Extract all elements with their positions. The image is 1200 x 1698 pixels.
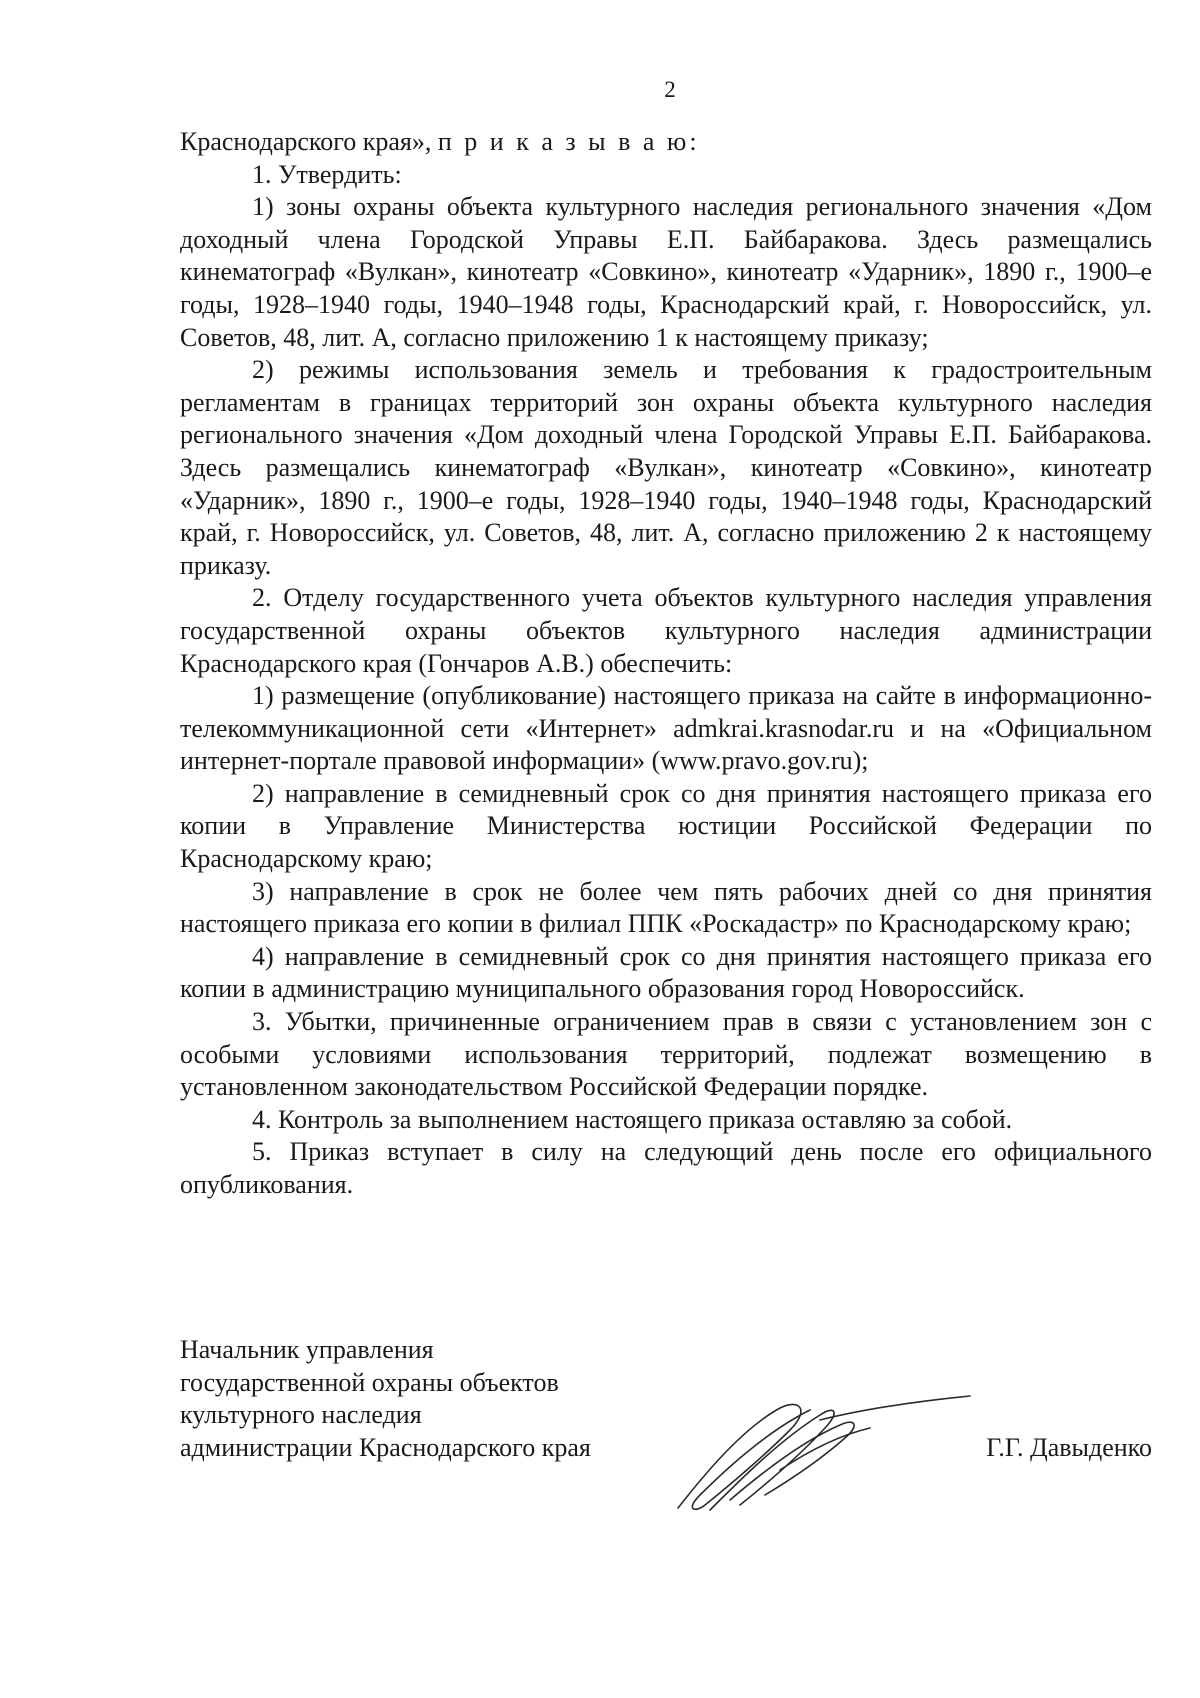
paragraph-municipality-copy: 4) направление в семидневный срок со дня принятия настоящего приказа его копии в администрацию муниципального образования город Новороссийск. (180, 941, 1152, 1004)
paragraph-land-use-regimes: 2) режимы использования земель и требования к градостроительным регламентам в границах территорий зон охраны объекта культурного наследия регионального значения «Дом доходный члена Городской Управы Е.П. Байбаракова. Здесь размещались кинематограф «Вулкан», кинотеатр «Совкино», кинотеатр «Ударник», 1890 г., 1900–е годы, 1928–1940 годы, 1940–1948 годы, Краснодарский край, г. Новороссийск, ул. Советов, 48, лит. А, согласно приложению 2 к настоящему приказу. (180, 355, 1152, 580)
handwritten-signature (670, 1380, 990, 1520)
paragraph-control: 4. Контроль за выполнением настоящего приказа оставляю за собой. (252, 1104, 1013, 1134)
signatory-title-line: администрации Краснодарского края (180, 1432, 591, 1462)
paragraph-roskadastr-copy: 3) направление в срок не более чем пять рабочих дней со дня принятия настоящего приказа его копии в филиал ППК «Роскадастр» по Краснодарскому краю; (180, 876, 1152, 939)
paragraph-ministry-copy: 2) направление в семидневный срок со дня принятия настоящего приказа его копии в Управление Министерства юстиции Российской Федерации по Краснодарскому краю; (180, 778, 1152, 874)
signatory-title (180, 1334, 640, 1464)
intro-text: Краснодарского края», (180, 127, 438, 156)
order-word: п р и к а з ы в а ю: (437, 127, 700, 156)
paragraph-protection-zones: 1) зоны охраны объекта культурного наследия регионального значения «Дом доходный члена Городской Управы Е.П. Байбаракова. Здесь размещались кинематограф «Вулкан», кинотеатр «Совкино», кинотеатр «Ударник», 1890 г., 1900–е годы, 1928–1940 годы, 1940–1948 годы, Краснодарский край, г. Новороссийск, ул. Советов, 48, лит. А, согласно приложению 1 к настоящему приказу; (180, 192, 1152, 352)
paragraph-department-duties: 2. Отделу государственного учета объектов культурного наследия управления государственной охраны объектов культурного наследия администрации Краснодарского края (Гончаров А.В.) обеспечить: (180, 583, 1152, 678)
page-number: 2 (664, 77, 676, 102)
signatory-name: Г.Г. Давыденко (986, 1433, 1152, 1462)
paragraph-publication: 1) размещение (опубликование) настоящего приказа на сайте в информационно-телекоммуникационной сети «Интернет» admkrai.krasnodar.ru и на «Официальном интернет-портале правовой информации» (www.pravo.gov.ru); (180, 681, 1152, 776)
document-body (180, 126, 1152, 1202)
paragraph-losses: 3. Убытки, причиненные ограничением прав в связи с установлением зон с особыми условиями использования территорий, подлежат возмещению в установленном законодательством Российской Федерации порядке. (180, 1007, 1152, 1102)
signatory-title-line: государственной охраны объектов (180, 1367, 559, 1397)
paragraph-approve: 1. Утвердить: (252, 159, 402, 189)
signatory-title-line: культурного наследия (180, 1400, 422, 1430)
paragraph-effective-date: 5. Приказ вступает в силу на следующий день после его официального опубликования. (180, 1137, 1152, 1199)
signatory-title-line: Начальник управления (180, 1335, 434, 1364)
intro-line (180, 126, 1152, 159)
